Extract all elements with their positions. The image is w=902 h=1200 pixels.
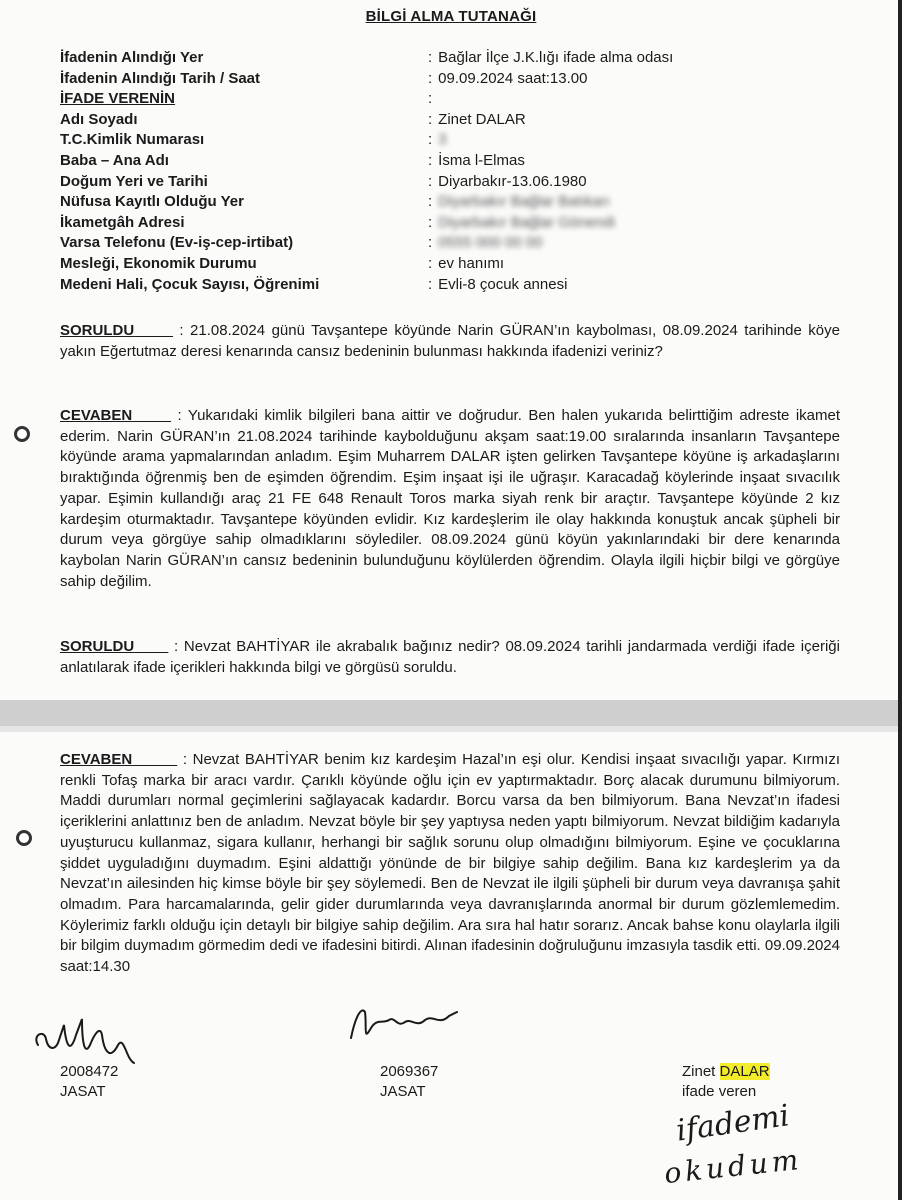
info-row: Nüfusa Kayıtlı Olduğu Yer : Diyarbakır Bağlar Batıkarı <box>60 193 610 211</box>
question-paragraph: SORULDU : Nevzat BAHTİYAR ile akrabalık bağınız nedir? 08.09.2024 tarihli jandarmada verdiği ifade içeriği anlatılarak ifade içerikleri hakkında bilgi ve görgüsü soruldu. <box>60 638 840 676</box>
info-row: Adı Soyadı : Zinet DALAR <box>60 110 526 128</box>
handwritten-note-line-2: okudum <box>662 1142 804 1191</box>
info-row: T.C.Kimlik Numarası : 3 <box>60 131 447 149</box>
info-row: Mesleği, Ekonomik Durumu : ev hanımı <box>60 254 505 272</box>
handwritten-note-line-1: ifademi <box>674 1098 792 1149</box>
answer-paragraph: CEVABEN : Nevzat BAHTİYAR benim kız kardeşim Hazal’ın eşi olur. Kendisi inşaat sıvacılığı yapar. Kırmızı renkli Tofaş marka bir aracı vardır. Çarıklı köyünde oğlu için ev yaptırmaktadır. Borç alacak durumunu bilmiyorum. Maddi durumları normal geçimlerini sağlayacak kadardır. Borcu varsa da ben bilmiyorum. Bana Nevzat’ın ifadesi içeriklerini anlattınız ben de anladım. Nevzat böyle bir şey yaptıysa neden yaptı bilmiyorum. Nevzat bildiğim kadarıyla uyuşturucu kullanmaz, sigara kullanır, herhangi bir sağlık sorunu olup olmadığını bilmiyorum. Eşine ve çocuklarına şiddet uyguladığını duymadım. Eşini aldattığı yönünde de bir bilgiye sahip değilim. Bana kız kardeşlerim ya da Nevzat’ın ailesinden hiç kimse böyle bir şey söylemedi. Ben de Nevzat ile ilgili şüpheli bir durum veya davranışa şahit olmadım. Para harcamalarında, gelir gider durumlarında veya davranışlarında anormal bir durum gözlemlemedim. Köylerimiz farklı olduğu için detaylı bir bilgiye sahip değilim. Ara sıra hal hatır sorarız. Ancak bahse konu olaylarla ilgili bir bilgim duymadım görmedim dedi ve ifadesini bitirdi. Alınan ifadesinin doğruluğunu imzasıyla tasdik etti. 09.09.2024 saat:14.30 <box>60 751 840 976</box>
redacted-value: Diyarbakır Bağlar Gönendi <box>438 213 615 231</box>
signature-block-3 <box>682 1062 770 1102</box>
redacted-value: 0555 000 00 00 <box>438 234 543 252</box>
scan-gap-band <box>0 700 902 726</box>
info-row: İfadenin Alındığı Tarih / Saat : 09.09.2024 saat:13.00 <box>60 69 588 87</box>
signer-role: JASAT <box>60 1083 106 1100</box>
redacted-value: Diyarbakır Bağlar Batıkarı <box>438 193 610 211</box>
identity-info-table <box>60 48 860 295</box>
info-row: İFADE VERENİN : <box>60 90 433 108</box>
info-row: İkametgâh Adresi : Diyarbakır Bağlar Gönendi <box>60 213 615 231</box>
section-keyword: CEVABEN <box>60 407 133 424</box>
highlighted-surname: DALAR <box>719 1063 770 1080</box>
info-row: İfadenin Alındığı Yer : Bağlar İlçe J.K.lığı ifade alma odası <box>60 49 674 66</box>
signature-block-1 <box>60 1062 118 1102</box>
page-edge <box>898 0 902 1200</box>
section-keyword: CEVABEN <box>60 751 133 768</box>
signer-name: Zinet DALAR <box>682 1063 770 1080</box>
section-keyword: SORULDU <box>60 638 135 655</box>
signature-block-2 <box>380 1062 438 1102</box>
answer-paragraph: CEVABEN : Yukarıdaki kimlik bilgileri bana aittir ve doğrudur. Ben halen yukarıda belirttiğim adreste ikamet ederim. Narin GÜRAN’ın 21.08.2024 tarihinde kaybolduğunu akşam saat:19.00 sıralarında insanların Tavşantepe köyünde arama yapmalarından anladım. Eşim Muharrem DALAR işten gelirken Tavşantepe köyüne iş arkadaşlarını bıraktığında öğrenmiş ben de eşimden öğrendim. Eşim inşaat işi ile uğraşır. Karacadağ köylerinde inşaat sıvacılık yapar. Eşimin kullandığı araç 21 FE 648 Renault Toros marka siyah renk bir araçtır. Tavşantepe köyünde 2 kız kardeşim oturmaktadır. Tavşantepe köyünden evlidir. Kız kardeşlerim ile olay hakkında konuştuk ancak şüpheli bir durum veya görgüye sahip olmadıklarını söylediler. 08.09.2024 günü köyün yakınlarındaki bir dere kenarında kaybolan Narin GÜRAN’ın cansız bedeninin bulunduğunu köylülerden öğrendim. Olayla ilgili hiçbir bilgi ve görgüye sahip değilim. <box>60 407 841 590</box>
signer-role: JASAT <box>380 1083 426 1100</box>
document-title: BİLGİ ALMA TUTANAĞI <box>365 8 537 25</box>
punch-hole-icon <box>16 830 32 846</box>
signer-number: 2069367 <box>380 1063 439 1080</box>
info-row: Baba – Ana Adı : İsma l-Elmas <box>60 151 525 169</box>
punch-hole-icon <box>14 426 30 442</box>
scan-gap-shadow <box>0 726 902 732</box>
signature-scribble-2 <box>345 998 465 1048</box>
redacted-value: 3 <box>438 131 447 149</box>
question-paragraph: SORULDU : 21.08.2024 günü Tavşantepe köyünde Narin GÜRAN’ın kaybolması, 08.09.2024 tarihinde köye yakın Eğertutmaz deresi kenarında cansız bedeninin bulunması hakkında ifadenizi veriniz? <box>60 322 840 360</box>
section-keyword: SORULDU <box>60 322 135 339</box>
info-row: Varsa Telefonu (Ev-iş-cep-irtibat) : 0555 000 00 00 <box>60 234 543 252</box>
signer-number: 2008472 <box>60 1063 119 1080</box>
signer-role: ifade veren <box>682 1083 757 1100</box>
info-row: Doğum Yeri ve Tarihi : Diyarbakır-13.06.1980 <box>60 172 587 190</box>
info-row: Medeni Hali, Çocuk Sayısı, Öğrenimi : Evli-8 çocuk annesi <box>60 275 568 293</box>
